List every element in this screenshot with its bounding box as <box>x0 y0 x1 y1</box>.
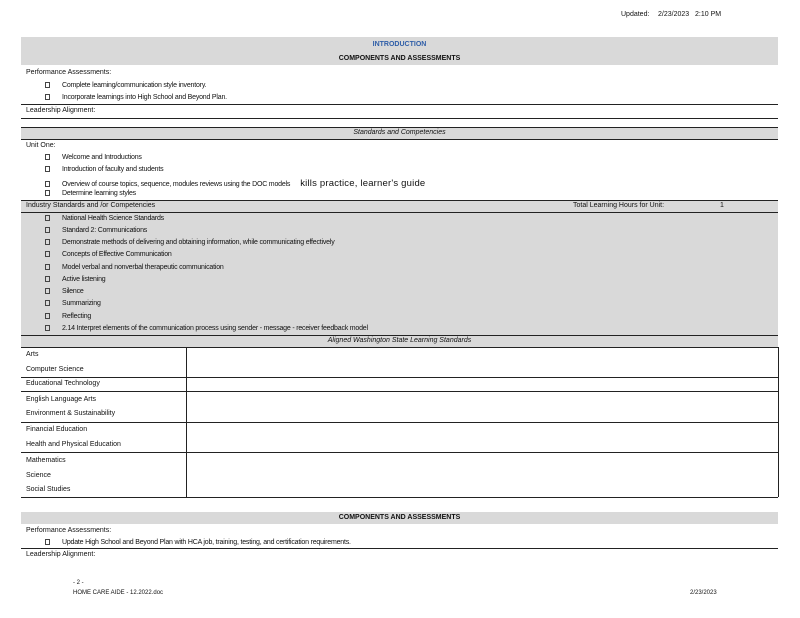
performance-label-2: Performance Assessments: <box>26 527 112 534</box>
standard-health-pe: Health and Physical Education <box>26 441 121 448</box>
bullet-icon <box>45 154 50 160</box>
bullet-icon <box>45 276 50 282</box>
standard-social-studies: Social Studies <box>26 486 71 493</box>
divider <box>21 548 778 549</box>
bullet-icon <box>45 94 50 100</box>
list-item: Demonstrate methods of delivering and obtaining information, while communicating effectively <box>45 239 335 246</box>
table-row <box>21 377 778 378</box>
industry-label: Industry Standards and /or Competencies <box>26 202 156 209</box>
bullet-icon <box>45 325 50 331</box>
standard-financial-education: Financial Education <box>26 426 88 433</box>
total-hours-value: 1 <box>720 202 724 209</box>
standard-computer-science: Computer Science <box>26 366 84 373</box>
table-row <box>21 452 778 453</box>
bullet-icon <box>45 300 50 306</box>
list-item: Overview of course topics, sequence, modules reviews using the DOC models kills practice, learner's guide <box>45 178 425 189</box>
table-row <box>21 422 778 423</box>
standard-environment: Environment & Sustainability <box>26 410 116 417</box>
updated-label: Updated: <box>621 11 650 18</box>
list-item: Complete learning/communication style inventory. <box>45 82 206 89</box>
leadership-label-2: Leadership Alignment: <box>26 551 96 558</box>
grid-border <box>778 347 779 497</box>
standard-english-language-arts: English Language Arts <box>26 396 97 403</box>
bullet-icon <box>45 215 50 221</box>
leadership-label-1: Leadership Alignment: <box>26 107 96 114</box>
bullet-icon <box>45 82 50 88</box>
unit-label: Unit One: <box>26 142 56 149</box>
list-item: Standard 2: Communications <box>45 227 147 234</box>
bullet-icon <box>45 313 50 319</box>
standard-educational-technology: Educational Technology <box>26 380 100 387</box>
page-number: - 2 - <box>73 580 84 586</box>
list-item: Summarizing <box>45 300 101 307</box>
bullet-icon <box>45 181 50 187</box>
footer-date: 2/23/2023 <box>690 590 717 596</box>
list-item: Concepts of Effective Communication <box>45 251 172 258</box>
list-item: Incorporate learnings into High School and Beyond Plan. <box>45 94 227 101</box>
list-item: Model verbal and nonverbal therapeutic communication <box>45 264 224 271</box>
aligned-title: Aligned Washington State Learning Standards <box>327 337 472 344</box>
bullet-icon <box>45 539 50 545</box>
intro-title: INTRODUCTION <box>372 41 427 48</box>
table-row <box>21 497 778 498</box>
unit-item-note: kills practice, learner's guide <box>300 178 426 189</box>
list-item: 2.14 Interpret elements of the communication process using sender - message - receiver feedback model <box>45 325 368 332</box>
bullet-icon <box>45 166 50 172</box>
divider <box>21 104 778 105</box>
divider <box>21 118 778 119</box>
divider <box>21 200 778 201</box>
divider <box>21 347 778 348</box>
list-item: Update High School and Beyond Plan with HCA job, training, testing, and certification requirements. <box>45 539 351 546</box>
bullet-icon <box>45 264 50 270</box>
list-item: Reflecting <box>45 313 91 320</box>
bullet-icon <box>45 288 50 294</box>
list-item: Determine learning styles <box>45 190 136 197</box>
updated-time: 2:10 PM <box>695 11 722 18</box>
list-item: Introduction of faculty and students <box>45 166 163 173</box>
components-title-1: COMPONENTS AND ASSESSMENTS <box>338 55 461 62</box>
standards-title: Standards and Competencies <box>353 129 446 136</box>
standard-science: Science <box>26 472 51 479</box>
list-item: Active listening <box>45 276 106 283</box>
bullet-icon <box>45 239 50 245</box>
table-row <box>21 391 778 392</box>
list-item: Welcome and Introductions <box>45 154 142 161</box>
bullet-icon <box>45 227 50 233</box>
updated-date: 2/23/2023 <box>658 11 690 18</box>
bullet-icon <box>45 251 50 257</box>
components-title-2: COMPONENTS AND ASSESSMENTS <box>338 514 461 521</box>
performance-label-1: Performance Assessments: <box>26 69 112 76</box>
footer-filename: HOME CARE AIDE - 12.2022.doc <box>73 590 164 596</box>
standard-mathematics: Mathematics <box>26 457 66 464</box>
bullet-icon <box>45 190 50 196</box>
divider <box>21 139 778 140</box>
total-hours-label: Total Learning Hours for Unit: <box>573 202 665 209</box>
list-item: National Health Science Standards <box>45 215 164 222</box>
divider <box>21 127 778 128</box>
list-item: Silence <box>45 288 84 295</box>
standard-arts: Arts <box>26 351 39 358</box>
divider <box>21 335 778 336</box>
